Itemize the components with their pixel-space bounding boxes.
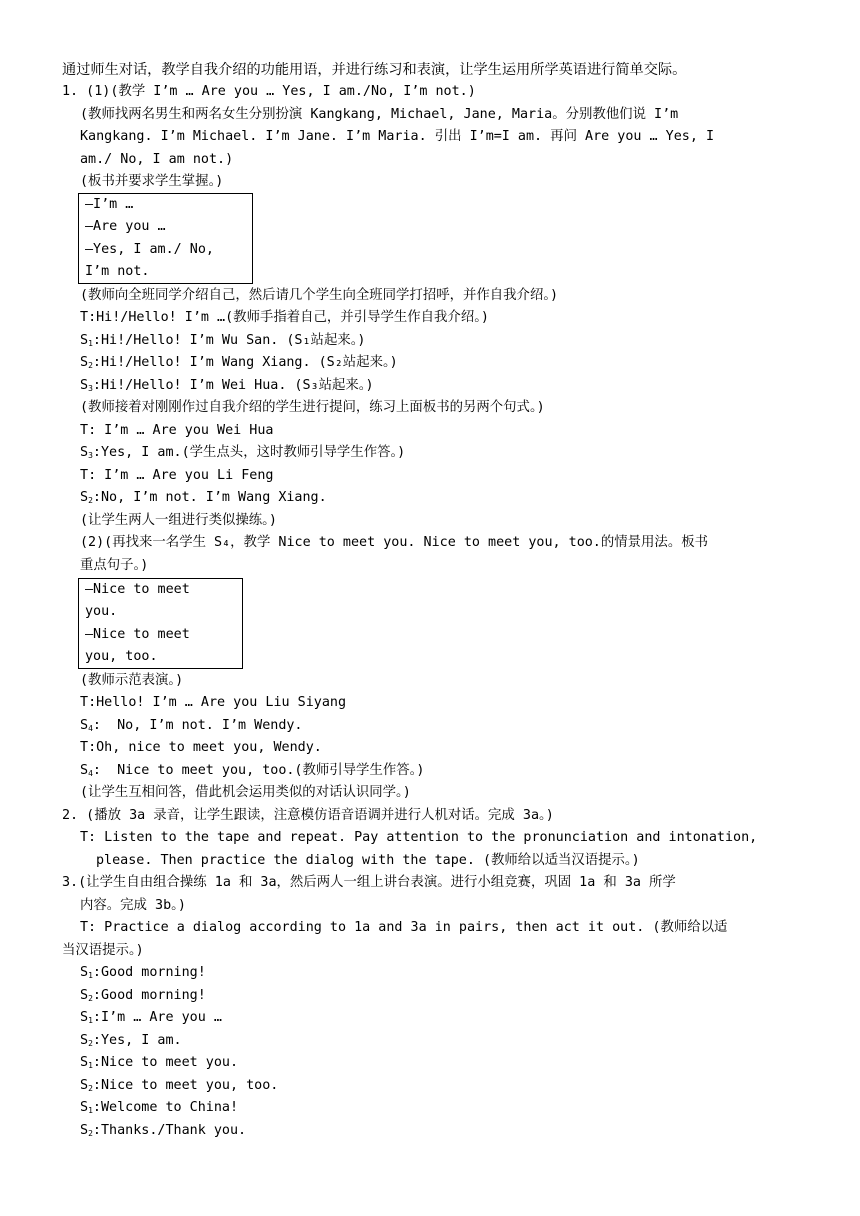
paragraph-line: (教师向全班同学介绍自己，然后请几个学生向全班同学打招呼，并作自我介绍。)	[80, 288, 559, 303]
paragraph-line: 内容。完成 3b。)	[80, 898, 186, 913]
dialog-line: T:Oh, nice to meet you, Wendy.	[80, 740, 322, 755]
dialog-line: $S_2:Nice$ to meet you, too.	[80, 1078, 279, 1093]
speaker: S	[80, 355, 89, 370]
blackboard-box-1	[78, 193, 253, 284]
box-line: you.	[85, 604, 118, 619]
section-2-heading: 2. (播放 3a 录音，让学生跟读，注意模仿语音语调并进行人机对话。完成 3a。)	[62, 808, 554, 823]
dialog-line: $S_2:Yes$, I am.	[80, 1033, 182, 1048]
speaker: S	[80, 965, 89, 980]
dialog-line: $S_2:Hi$!/Hello! I’m Wang Xiang. (S₂站起来。)	[80, 355, 398, 370]
dialog-line: $S_3:Hi$!/Hello! I’m Wei Hua. (S₃站起来。)	[80, 378, 374, 393]
speaker: S	[80, 988, 89, 1003]
speaker: S	[80, 333, 89, 348]
speaker: S	[80, 490, 89, 505]
box-line: —Nice to meet	[85, 582, 190, 597]
paragraph-line: (教师示范表演。)	[80, 673, 184, 688]
dialog-line: $S_3:Yes$, I am.(学生点头，这时教师引导学生作答。)	[80, 445, 406, 460]
paragraph-line: 当汉语提示。)	[62, 943, 144, 958]
box-line: —Yes, I am./ No,	[85, 242, 214, 257]
speaker: S	[80, 1123, 89, 1138]
dialog-line: T:Hi!/Hello! I’m …(教师手指着自己，并引导学生作自我介绍。)	[80, 310, 489, 325]
dialog-line: T:Hello! I’m … Are you Liu Siyang	[80, 695, 347, 710]
dialog-line: $S_1:Nice$ to meet you.	[80, 1055, 239, 1070]
paragraph-line: T: Practice a dialog according to 1a and 3a in pairs, then act it out. (教师给以适	[80, 920, 728, 935]
box-line: I’m not.	[85, 264, 150, 279]
intro-paragraph: 通过师生对话，教学自我介绍的功能用语，并进行练习和表演，让学生运用所学英语进行简单交际。	[62, 62, 687, 78]
dialog-line: T: I’m … Are you Li Feng	[80, 468, 274, 483]
blackboard-box-2	[78, 578, 243, 669]
dialog-line: $S_4$: Nice to meet you, too.(教师引导学生作答。)	[80, 763, 425, 778]
speaker: S	[80, 445, 89, 460]
speaker: T	[80, 310, 89, 325]
box-line: —I’m …	[85, 197, 134, 212]
paragraph-line: (教师接着对刚刚作过自我介绍的学生进行提问，练习上面板书的另两个句式。)	[80, 400, 545, 415]
paragraph-line: (让学生两人一组进行类似操练。)	[80, 513, 277, 528]
paragraph-line: 重点句子。)	[80, 558, 149, 573]
paragraph-line: (让学生互相问答，借此机会运用类似的对话认识同学。)	[80, 785, 411, 800]
paragraph-line: (2)(再找来一名学生 S₄，教学 Nice to meet you. Nice to meet you, too.的情景用法。板书	[80, 535, 708, 550]
section-3-heading: 3.(让学生自由组合操练 1a 和 3a，然后两人一组上讲台表演。进行小组竞赛，巩固 1a 和 3a 所学	[62, 875, 676, 890]
paragraph-line: please. Then practice the dialog with the tape. (教师给以适当汉语提示。)	[96, 853, 640, 868]
dialog-line: $S_4$: No, I’m not. I’m Wendy.	[80, 718, 303, 733]
speaker: T	[80, 740, 89, 755]
speaker: T	[80, 695, 89, 710]
paragraph-line: Kangkang. I’m Michael. I’m Jane. I’m Maria. 引出 I’m=I am. 再问 Are you … Yes, I	[80, 129, 715, 144]
dialog-line: $S_1:Good$ morning!	[80, 965, 206, 980]
speaker: T	[80, 468, 89, 483]
speaker: S	[80, 1033, 89, 1048]
dialog-line: $S_2:Good$ morning!	[80, 988, 206, 1003]
dialog-line: T: I’m … Are you Wei Hua	[80, 423, 274, 438]
dialog-line: $S_2:No$, I’m not. I’m Wang Xiang.	[80, 490, 327, 505]
speaker: S	[80, 1078, 89, 1093]
dialog-line: $S_2:Thanks$./Thank you.	[80, 1123, 247, 1138]
speaker: S	[80, 1055, 89, 1070]
section-1-heading: 1. (1)(教学 I’m … Are you … Yes, I am./No, I’m not.)	[62, 84, 476, 99]
box-line: you, too.	[85, 649, 158, 664]
dialog-line: $S_1:I’m$ … Are you …	[80, 1010, 222, 1025]
speaker: T	[80, 423, 89, 438]
paragraph-line: (教师找两名男生和两名女生分别扮演 Kangkang, Michael, Jane, Maria。分别教他们说 I’m	[80, 107, 679, 122]
speaker: S	[80, 718, 89, 733]
box-line: —Are you …	[85, 219, 166, 234]
paragraph-line: T: Listen to the tape and repeat. Pay attention to the pronunciation and intonation,	[80, 830, 758, 845]
speaker: S	[80, 763, 89, 778]
dialog-line: $S_1:Welcome$ to China!	[80, 1100, 239, 1115]
dialog-line: $S_1:Hi$!/Hello! I’m Wu San. (S₁站起来。)	[80, 333, 366, 348]
paragraph-line: am./ No, I am not.)	[80, 152, 234, 167]
speaker: S	[80, 1100, 89, 1115]
speaker: S	[80, 378, 89, 393]
speaker: S	[80, 1010, 89, 1025]
box-line: —Nice to meet	[85, 627, 190, 642]
paragraph-line: (板书并要求学生掌握。)	[80, 174, 224, 189]
